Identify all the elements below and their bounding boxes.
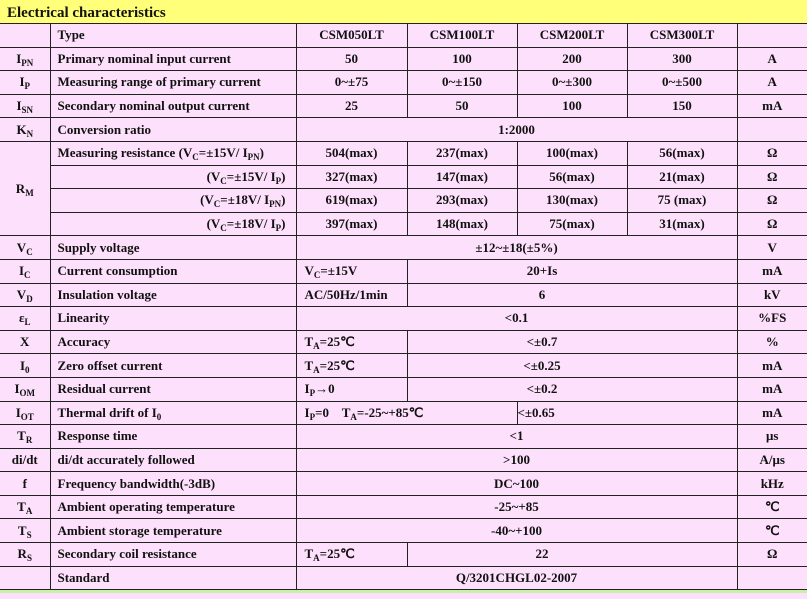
model-header: CSM100LT bbox=[407, 24, 517, 47]
table-row-isn bbox=[0, 94, 807, 118]
table-row-rm-2 bbox=[0, 165, 807, 189]
unit-cell: V bbox=[737, 236, 807, 260]
value-cell: 0~±500 bbox=[627, 71, 737, 95]
value-cell: 397(max) bbox=[296, 212, 407, 236]
parameter-name: Insulation voltage bbox=[50, 283, 296, 307]
value-cell: -25~+85 bbox=[296, 495, 737, 519]
bottom-border bbox=[0, 590, 807, 593]
value-cell: 300 bbox=[627, 47, 737, 71]
electrical-characteristics-table bbox=[0, 24, 807, 590]
model-header: CSM300LT bbox=[627, 24, 737, 47]
symbol: f bbox=[0, 472, 50, 496]
value-cell: <±0.2 bbox=[407, 377, 737, 401]
value-cell: 147(max) bbox=[407, 165, 517, 189]
unit-cell: kHz bbox=[737, 472, 807, 496]
value-cell: <±0.25 bbox=[407, 354, 737, 378]
value-cell: 25 bbox=[296, 94, 407, 118]
symbol: $V_D$ bbox=[0, 283, 50, 307]
symbol: $I_0$ bbox=[0, 354, 50, 378]
value-cell: 200 bbox=[517, 47, 627, 71]
value-cell: 100 bbox=[517, 94, 627, 118]
unit-cell: mA bbox=[737, 94, 807, 118]
value-cell: 0~±300 bbox=[517, 71, 627, 95]
section-title: Electrical characteristics bbox=[0, 0, 807, 24]
symbol: $T_R$ bbox=[0, 425, 50, 449]
parameter-name: Frequency bandwidth(-3dB) bbox=[50, 472, 296, 496]
table-row-kn bbox=[0, 118, 807, 142]
value-cell: 31(max) bbox=[627, 212, 737, 236]
unit-cell: A bbox=[737, 47, 807, 71]
table-row-linearity bbox=[0, 307, 807, 331]
parameter-name: Zero offset current bbox=[50, 354, 296, 378]
unit-cell: %FS bbox=[737, 307, 807, 331]
parameter-name: Accuracy bbox=[50, 330, 296, 354]
unit-cell bbox=[737, 118, 807, 142]
table-row-ta bbox=[0, 495, 807, 519]
parameter-condition: ($V_C=\pm 18V/$ $I_{PN}$) bbox=[50, 189, 296, 213]
value-cell: <0.1 bbox=[296, 307, 737, 331]
value-cell: 100 bbox=[407, 47, 517, 71]
parameter-condition: ($V_C=\pm 15V/$ $I_P$) bbox=[50, 165, 296, 189]
parameter-name: Linearity bbox=[50, 307, 296, 331]
symbol-header bbox=[0, 24, 50, 47]
value-cell: 100(max) bbox=[517, 141, 627, 165]
condition-cell: $T_A=25℃$ bbox=[296, 543, 407, 567]
unit-cell: Ω bbox=[737, 165, 807, 189]
value-cell: 619(max) bbox=[296, 189, 407, 213]
table-row-rs bbox=[0, 543, 807, 567]
parameter-name: Measuring resistance ($V_C=\pm 15V/$ $I_{PN}$) bbox=[50, 141, 296, 165]
value-cell: 6 bbox=[407, 283, 737, 307]
parameter-name: Secondary nominal output current bbox=[50, 94, 296, 118]
symbol: $I_{OT}$ bbox=[0, 401, 50, 425]
value-cell: 150 bbox=[627, 94, 737, 118]
table-row-f bbox=[0, 472, 807, 496]
unit-cell: Ω bbox=[737, 543, 807, 567]
value-cell: 50 bbox=[407, 94, 517, 118]
parameter-name: Primary nominal input current bbox=[50, 47, 296, 71]
value-cell: 50 bbox=[296, 47, 407, 71]
value-cell: Q/3201CHGL02-2007 bbox=[296, 566, 737, 590]
unit-cell: Ω bbox=[737, 189, 807, 213]
symbol bbox=[0, 566, 50, 590]
symbol: $I_P$ bbox=[0, 71, 50, 95]
parameter-name: Ambient operating temperature bbox=[50, 495, 296, 519]
value-cell: >100 bbox=[296, 448, 737, 472]
symbol: $R_S$ bbox=[0, 543, 50, 567]
value-cell: 75(max) bbox=[517, 212, 627, 236]
value-cell: 327(max) bbox=[296, 165, 407, 189]
parameter-condition: ($V_C=\pm 18V/$ $I_P$) bbox=[50, 212, 296, 236]
parameter-name: Standard bbox=[50, 566, 296, 590]
value-cell: ±12~±18(±5%) bbox=[296, 236, 737, 260]
parameter-name: Ambient storage temperature bbox=[50, 519, 296, 543]
value-cell: <1 bbox=[296, 425, 737, 449]
table-row-ipn bbox=[0, 47, 807, 71]
value-cell: 504(max) bbox=[296, 141, 407, 165]
value-cell: DC~100 bbox=[296, 472, 737, 496]
symbol: $V_C$ bbox=[0, 236, 50, 260]
parameter-name: Measuring range of primary current bbox=[50, 71, 296, 95]
value-cell: 56(max) bbox=[627, 141, 737, 165]
table-row-iot bbox=[0, 401, 807, 425]
unit-cell: % bbox=[737, 330, 807, 354]
value-cell: 0~±75 bbox=[296, 71, 407, 95]
symbol: $I_{OM}$ bbox=[0, 377, 50, 401]
parameter-name: Conversion ratio bbox=[50, 118, 296, 142]
symbol: di/dt bbox=[0, 448, 50, 472]
table-row-accuracy bbox=[0, 330, 807, 354]
condition-cell: $T_A=25℃$ bbox=[296, 330, 407, 354]
parameter-name: Supply voltage bbox=[50, 236, 296, 260]
value-cell: 75 (max) bbox=[627, 189, 737, 213]
unit-cell: Ω bbox=[737, 212, 807, 236]
model-header: CSM200LT bbox=[517, 24, 627, 47]
table-row-rm-4 bbox=[0, 212, 807, 236]
parameter-name: Response time bbox=[50, 425, 296, 449]
value-cell: -40~+100 bbox=[296, 519, 737, 543]
unit-cell: μs bbox=[737, 425, 807, 449]
unit-cell: ℃ bbox=[737, 495, 807, 519]
value-cell: 56(max) bbox=[517, 165, 627, 189]
symbol: $K_N$ bbox=[0, 118, 50, 142]
unit-cell: mA bbox=[737, 259, 807, 283]
symbol: X bbox=[0, 330, 50, 354]
unit-cell: A bbox=[737, 71, 807, 95]
unit-header bbox=[737, 24, 807, 47]
unit-cell: kV bbox=[737, 283, 807, 307]
unit-cell: mA bbox=[737, 401, 807, 425]
value-cell: <±0.7 bbox=[407, 330, 737, 354]
unit-cell: ℃ bbox=[737, 519, 807, 543]
table-row-rm-3 bbox=[0, 189, 807, 213]
symbol: $T_A$ bbox=[0, 495, 50, 519]
parameter-name: Secondary coil resistance bbox=[50, 543, 296, 567]
symbol: $I_{SN}$ bbox=[0, 94, 50, 118]
unit-cell: mA bbox=[737, 377, 807, 401]
value-cell: 0~±150 bbox=[407, 71, 517, 95]
table-row-vc bbox=[0, 236, 807, 260]
header-row bbox=[0, 24, 807, 47]
condition-cell: $I_P\to 0$ bbox=[296, 377, 407, 401]
condition-cell: $I_P=0$ $T_A=-25\sim+85℃$ bbox=[296, 401, 517, 425]
value-cell: 148(max) bbox=[407, 212, 517, 236]
symbol: $I_C$ bbox=[0, 259, 50, 283]
symbol: $T_S$ bbox=[0, 519, 50, 543]
model-header: CSM050LT bbox=[296, 24, 407, 47]
table-row-ts bbox=[0, 519, 807, 543]
table-row-vd bbox=[0, 283, 807, 307]
unit-cell: mA bbox=[737, 354, 807, 378]
table-row-ip bbox=[0, 71, 807, 95]
parameter-name: Current consumption bbox=[50, 259, 296, 283]
parameter-name: Residual current bbox=[50, 377, 296, 401]
value-cell: 130(max) bbox=[517, 189, 627, 213]
value-cell: <±0.65 bbox=[517, 401, 737, 425]
value-cell: 293(max) bbox=[407, 189, 517, 213]
type-label: Type bbox=[50, 24, 296, 47]
table-row-ic bbox=[0, 259, 807, 283]
symbol: $\varepsilon_L$ bbox=[0, 307, 50, 331]
unit-cell: A/μs bbox=[737, 448, 807, 472]
table-row-rm-1 bbox=[0, 141, 807, 165]
value-cell: 22 bbox=[407, 543, 737, 567]
table-row-didt bbox=[0, 448, 807, 472]
condition-cell: $T_A=25℃$ bbox=[296, 354, 407, 378]
value-cell: 21(max) bbox=[627, 165, 737, 189]
value-cell: 237(max) bbox=[407, 141, 517, 165]
condition-cell: AC/50Hz/1min bbox=[296, 283, 407, 307]
table-row-i0 bbox=[0, 354, 807, 378]
parameter-name: di/dt accurately followed bbox=[50, 448, 296, 472]
parameter-name: Thermal drift of $I_0$ bbox=[50, 401, 296, 425]
symbol: $I_{PN}$ bbox=[0, 47, 50, 71]
value-cell: 20+Is bbox=[407, 259, 737, 283]
symbol: $R_M$ bbox=[0, 141, 50, 235]
table-row-tr bbox=[0, 425, 807, 449]
table-row-iom bbox=[0, 377, 807, 401]
condition-cell: $V_C=\pm 15V$ bbox=[296, 259, 407, 283]
unit-cell: Ω bbox=[737, 141, 807, 165]
table-row-standard bbox=[0, 566, 807, 590]
unit-cell bbox=[737, 566, 807, 590]
value-cell: 1:2000 bbox=[296, 118, 737, 142]
